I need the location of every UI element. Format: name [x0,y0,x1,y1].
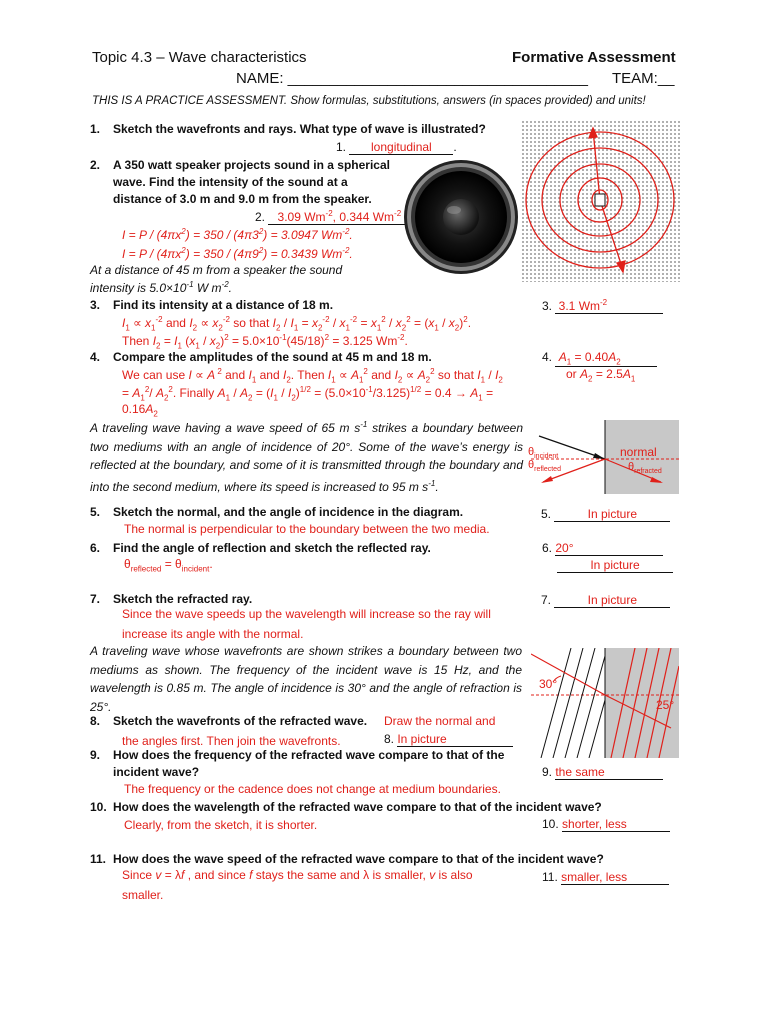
q8-text: Sketch the wavefronts of the refracted wave. [113,714,368,728]
q4-work-1: We can use I ∝ A $^2$ and $I_1$ and $I_2$. Then $I_1 \propto A_1^2$ and $I_2 \propto A_2^2$ so that $I_1 / I_2$ [122,367,503,385]
q8-work-2: the angles first. Then join the wavefronts. [122,734,341,748]
q3-text: Find its intensity at a distance of 18 m. [113,298,334,312]
q11-number: 11. [90,852,107,866]
q7-number: 7. [90,592,101,606]
q9-line1: How does the frequency of the refracted wave compare to that of the [113,748,505,762]
team-field[interactable]: TEAM:__ [612,70,675,87]
longitudinal-wave-figure [521,120,680,282]
para1-line1: At a distance of 45 m from a speaker the sound [90,263,343,277]
q10-number: 10. [90,800,107,814]
instructions: THIS IS A PRACTICE ASSESSMENT. Show formulas, substitutions, answers (in spaces provided) and units! [92,95,646,107]
q9-number: 9. [90,748,101,762]
q6-answer: 20° [555,541,574,555]
label-theta-incident: $\theta_{incident}$ [528,446,559,461]
label-normal: normal [620,445,657,459]
q7-text: Sketch the refracted ray. [113,592,253,606]
label-25: 25° [656,698,675,712]
q5-answer-line[interactable]: 5. In picture [541,507,670,522]
q4-number: 4. [90,350,101,364]
q11-answer-line[interactable]: 11. smaller, less [542,870,669,885]
q5-answer: In picture [587,507,638,521]
q2-number: 2. [90,158,101,172]
q8-answer: In picture [397,732,447,746]
q7-work-1: Since the wave speeds up the wavelength will increase so the ray will [122,607,491,621]
q5-number: 5. [90,505,101,519]
q5-text: Sketch the normal, and the angle of incidence in the diagram. [113,505,464,519]
para1-line2: intensity is $5.0\times 10^{-1}$ W $m^{-2}$. [90,280,232,295]
q4-work-2: = $A_1^2/$ $A_2^2$. Finally $A_1 / A_2 = (I_1 / I_2)^{1/2} = (5.0\times 10^{-1}/3.125)^{1/2} = 0.4 \to A_1$ = [122,385,494,403]
q9-answer: the same [555,765,605,779]
q8-answer-line[interactable]: 8. In picture [384,732,513,747]
q7-answer-line[interactable]: 7. In picture [541,593,670,608]
q2-answer-line[interactable]: 2. 3.09 $Wm^{-2}$, 0.344 $Wm^{-2}$ [255,209,410,225]
q3-answer-line[interactable]: 3. 3.1 $Wm^{-2}$ [542,298,663,314]
label-theta-reflected: $\theta_{reflected}$ [528,459,561,474]
q1-text: Sketch the wavefronts and rays. What type of wave is illustrated? [113,122,486,136]
q11-text: How does the wave speed of the refracted wave compare to that of the incident wave? [113,852,604,866]
q8-number: 8. [90,714,101,728]
q11-answer: smaller, less [561,870,628,884]
q7-work-2: increase its angle with the normal. [122,627,304,641]
q4-work-3: $0.16A_2$ [122,402,158,419]
q11-work-1: Since v = λf , and since f stays the same and λ is smaller, v is also [122,868,473,882]
q2-line3: distance of 3.0 m and 9.0 m from the speaker. [113,192,372,206]
label-30: 30° [539,677,558,691]
q2-work-2: $I = P / (4\pi x^2) = 350 / (4\pi 9^2) = 0.3439$ $Wm^{-2}$. [122,246,353,261]
q6-number: 6. [90,541,101,555]
q3-work-1: $I_1 \propto x_1^{-2}$ and $I_2 \propto x_2^{-2}$ so that $I_2 / I_1 = x_2^{-2} / x_1^{-2} = x_1^2 / x_2^2 = (x_1 / x_2)^2$. [122,315,472,333]
q9-answer-line[interactable]: 9. the same [542,765,663,780]
q10-answer-line[interactable]: 10. shorter, less [542,817,670,832]
name-field[interactable]: NAME: ____________________________________ [236,70,588,87]
q4-answer-2: or $A_2 = 2.5A_1$ [566,367,636,384]
q1-answer: longitudinal [371,140,432,154]
q2-line2: wave. Find the intensity of the sound at a [113,175,348,189]
q1-answer-num: 1. [336,140,347,154]
q3-work-2: Then $I_2 = I_1$ $(x_1 / x_2)^2 = 5.0\times 10^{-1}(45/18)^2 = 3.125$ $Wm^{-2}$. [122,333,408,351]
q6-work: $\theta_{reflected} = \theta_{incident}$. [124,557,213,574]
q6-text: Find the angle of reflection and sketch the reflected ray. [113,541,431,555]
q1-answer-line[interactable]: 1. longitudinal . [336,140,457,154]
q8-work-1: Draw the normal and [384,714,496,728]
q11-work-2: smaller. [122,888,164,902]
q2-line1: A 350 watt speaker projects sound in a spherical [113,158,390,172]
assessment-title: Formative Assessment [512,49,676,66]
para2: A traveling wave having a wave speed of 65 m $s^{-1}$ strikes a boundary between two mediums with an angle of incidence of 20°. Some of the wave’s energy is reflected at the boundary, and some of it is transmitted through the boundary and into the second medium, where its speed is increased to 95 m $s^{-1}$. [90,420,523,494]
q6-answer-2: In picture [590,558,640,572]
q1-number: 1. [90,122,101,136]
q3-number: 3. [90,298,101,312]
q5-work: The normal is perpendicular to the boundary between the two media. [124,522,490,536]
q7-answer: In picture [587,593,638,607]
q4-text: Compare the amplitudes of the sound at 45 m and 18 m. [113,350,432,364]
q10-answer: shorter, less [562,817,627,831]
q10-work: Clearly, from the sketch, it is shorter. [124,818,318,832]
q9-line2: incident wave? [113,765,200,779]
label-theta-refracted: $\theta_{refracted}$ [628,461,662,476]
q4-answer-line[interactable]: 4. $A_1 = 0.40A_2$ [542,350,657,367]
q9-work: The frequency or the cadence does not change at medium boundaries. [124,782,501,796]
speaker-icon [402,158,520,276]
q6-answer-line[interactable]: 6. 20° [542,541,663,556]
para3: A traveling wave whose wavefronts are shown strikes a boundary between two mediums as shown. The frequency of the incident wave is 15 Hz, and the wavelength is 0.85 m. The angle of incidence is 30° and the angle of refraction is 25°. [90,644,522,714]
q2-work-1: $I = P / (4\pi x^2) = 350 / (4\pi 3^2) = 3.0947$ $Wm^{-2}$. [122,227,353,242]
q6-answer-2-line[interactable] [557,558,673,573]
topic-title: Topic 4.3 – Wave characteristics [92,49,307,66]
q10-text: How does the wavelength of the refracted wave compare to that of the incident wave? [113,800,602,814]
